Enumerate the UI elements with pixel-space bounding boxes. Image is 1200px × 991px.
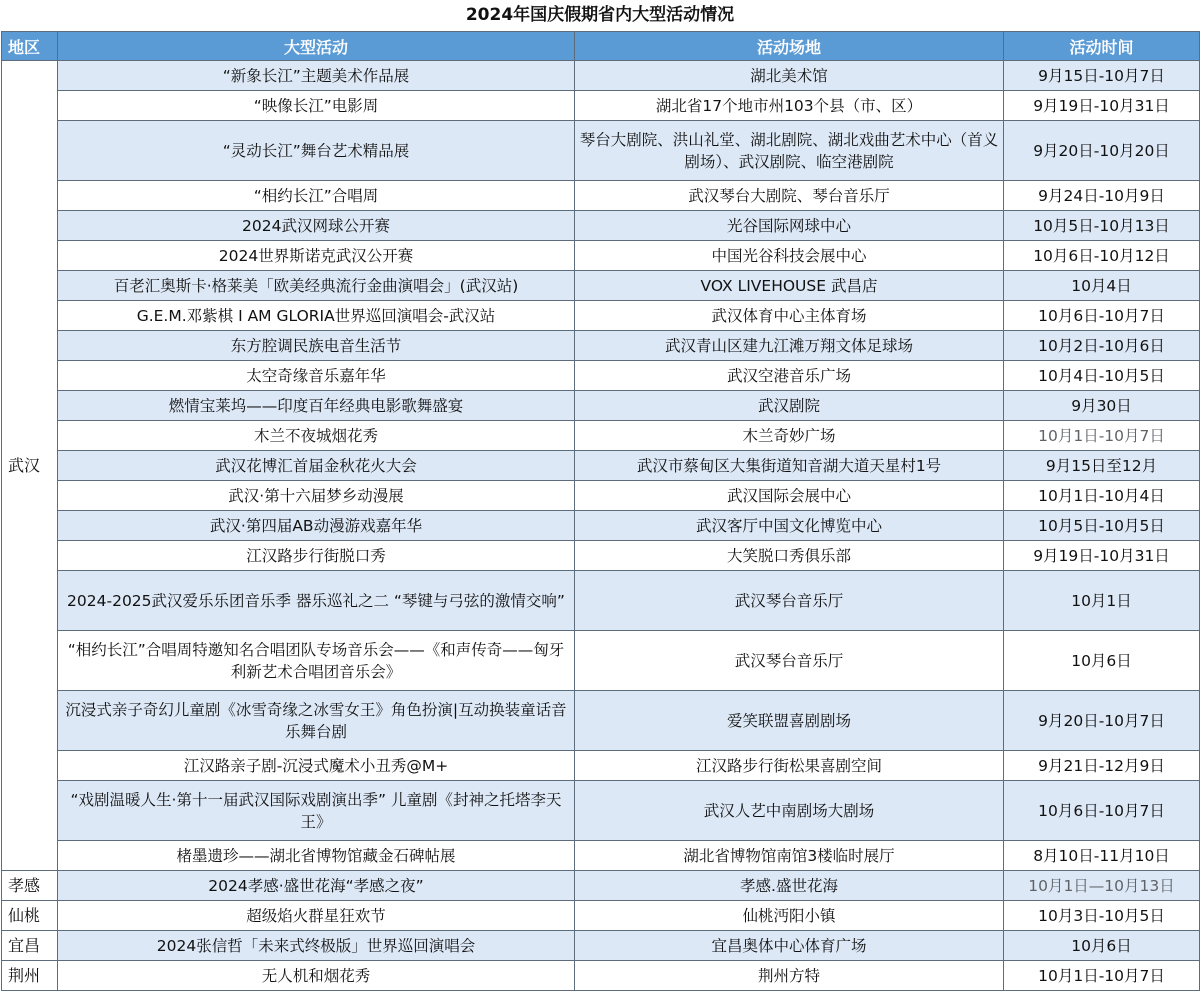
table-row — [2, 181, 1200, 211]
table-row — [2, 631, 1200, 691]
time-cell: 10月6日 — [1004, 931, 1200, 961]
table-row — [2, 241, 1200, 271]
event-cell: “相约长江”合唱周特邀知名合唱团队专场音乐会——《和声传奇——匈牙利新艺术合唱团音乐会》 — [58, 631, 575, 691]
event-cell: “灵动长江”舞台艺术精品展 — [58, 121, 575, 181]
time-cell: 10月4日 — [1004, 271, 1200, 301]
event-cell: 江汉路亲子剧-沉浸式魔术小丑秀@M+ — [58, 751, 575, 781]
venue-cell: 湖北省17个地市州103个县（市、区） — [575, 91, 1004, 121]
event-cell: 沉浸式亲子奇幻儿童剧《冰雪奇缘之冰雪女王》角色扮演|互动换装童话音乐舞台剧 — [58, 691, 575, 751]
region-cell-xiaogan: 孝感 — [2, 871, 58, 901]
venue-cell: 武汉青山区建九江滩万翔文体足球场 — [575, 331, 1004, 361]
time-cell: 10月1日-10月4日 — [1004, 481, 1200, 511]
venue-cell: 荆州方特 — [575, 961, 1004, 991]
venue-cell: 湖北省博物馆南馆3楼临时展厅 — [575, 841, 1004, 871]
event-cell: 武汉花博汇首届金秋花火大会 — [58, 451, 575, 481]
table-row — [2, 121, 1200, 181]
time-cell: 10月6日-10月7日 — [1004, 301, 1200, 331]
time-cell: 9月19日-10月31日 — [1004, 91, 1200, 121]
table-row — [2, 301, 1200, 331]
table-row — [2, 781, 1200, 841]
header-event: 大型活动 — [58, 32, 575, 61]
table-title: 2024年国庆假期省内大型活动情况 — [465, 5, 735, 25]
header-row — [2, 32, 1200, 61]
event-cell: “戏剧温暖人生·第十一届武汉国际戏剧演出季” 儿童剧《封神之托塔李天王》 — [58, 781, 575, 841]
time-cell: 10月6日-10月7日 — [1004, 781, 1200, 841]
venue-cell: 武汉市蔡甸区大集街道知音湖大道天星村1号 — [575, 451, 1004, 481]
time-cell: 9月24日-10月9日 — [1004, 181, 1200, 211]
table-row — [2, 61, 1200, 91]
time-cell: 10月1日 — [1004, 571, 1200, 631]
time-cell: 10月6日 — [1004, 631, 1200, 691]
header-venue: 活动场地 — [575, 32, 1004, 61]
table-row — [2, 421, 1200, 451]
table-row — [2, 331, 1200, 361]
time-cell: 10月4日-10月5日 — [1004, 361, 1200, 391]
event-cell: 楮墨遗珍——湖北省博物馆藏金石碑帖展 — [58, 841, 575, 871]
table-row — [2, 901, 1200, 931]
table-row — [2, 211, 1200, 241]
time-cell: 10月1日-10月7日 — [1004, 421, 1200, 451]
venue-cell: 宜昌奥体中心体育广场 — [575, 931, 1004, 961]
event-cell: 木兰不夜城烟花秀 — [58, 421, 575, 451]
table-row — [2, 451, 1200, 481]
time-cell: 10月5日-10月5日 — [1004, 511, 1200, 541]
time-cell: 9月21日-12月9日 — [1004, 751, 1200, 781]
event-cell: 东方腔调民族电音生活节 — [58, 331, 575, 361]
table-row — [2, 691, 1200, 751]
event-cell: “相约长江”合唱周 — [58, 181, 575, 211]
table-row — [2, 511, 1200, 541]
venue-cell: 江汉路步行街松果喜剧空间 — [575, 751, 1004, 781]
venue-cell: 武汉国际会展中心 — [575, 481, 1004, 511]
venue-cell: 武汉客厅中国文化博览中心 — [575, 511, 1004, 541]
venue-cell: 孝感.盛世花海 — [575, 871, 1004, 901]
event-cell: 无人机和烟花秀 — [58, 961, 575, 991]
venue-cell: 武汉体育中心主体育场 — [575, 301, 1004, 331]
region-cell-xiantao: 仙桃 — [2, 901, 58, 931]
time-cell: 10月1日-10月7日 — [1004, 961, 1200, 991]
region-cell-yichang: 宜昌 — [2, 931, 58, 961]
time-cell: 10月5日-10月13日 — [1004, 211, 1200, 241]
table-row — [2, 841, 1200, 871]
event-cell: 2024-2025武汉爱乐乐团音乐季 器乐巡礼之二 “琴键与弓弦的激情交响” — [58, 571, 575, 631]
venue-cell: 琴台大剧院、洪山礼堂、湖北剧院、湖北戏曲艺术中心（首义剧场）、武汉剧院、临空港剧院 — [575, 121, 1004, 181]
table-row — [2, 751, 1200, 781]
region-cell-jingzhou: 荆州 — [2, 961, 58, 991]
time-cell: 9月15日至12月 — [1004, 451, 1200, 481]
table-row — [2, 571, 1200, 631]
header-region: 地区 — [2, 32, 58, 61]
event-cell: 太空奇缘音乐嘉年华 — [58, 361, 575, 391]
event-cell: 燃情宝莱坞——印度百年经典电影歌舞盛宴 — [58, 391, 575, 421]
venue-cell: 仙桃沔阳小镇 — [575, 901, 1004, 931]
venue-cell: 武汉空港音乐广场 — [575, 361, 1004, 391]
header-time: 活动时间 — [1004, 32, 1200, 61]
event-cell: “映像长江”电影周 — [58, 91, 575, 121]
event-cell: 2024孝感·盛世花海“孝感之夜” — [58, 871, 575, 901]
time-cell: 8月10日-11月10日 — [1004, 841, 1200, 871]
event-cell: 武汉·第十六届梦乡动漫展 — [58, 481, 575, 511]
venue-cell: 武汉剧院 — [575, 391, 1004, 421]
time-cell: 9月19日-10月31日 — [1004, 541, 1200, 571]
time-cell: 10月3日-10月5日 — [1004, 901, 1200, 931]
table-row — [2, 481, 1200, 511]
venue-cell: 湖北美术馆 — [575, 61, 1004, 91]
venue-cell: 木兰奇妙广场 — [575, 421, 1004, 451]
venue-cell: 大笑脱口秀俱乐部 — [575, 541, 1004, 571]
time-cell: 9月20日-10月20日 — [1004, 121, 1200, 181]
event-cell: 百老汇奥斯卡·格莱美「欧美经典流行金曲演唱会」(武汉站) — [58, 271, 575, 301]
venue-cell: 光谷国际网球中心 — [575, 211, 1004, 241]
venue-cell: 武汉琴台音乐厅 — [575, 571, 1004, 631]
table-row — [2, 271, 1200, 301]
venue-cell: 武汉人艺中南剧场大剧场 — [575, 781, 1004, 841]
event-cell: 武汉·第四届AB动漫游戏嘉年华 — [58, 511, 575, 541]
venue-cell: 爱笑联盟喜剧剧场 — [575, 691, 1004, 751]
table-row — [2, 541, 1200, 571]
event-cell: G.E.M.邓紫棋 I AM GLORIA世界巡回演唱会-武汉站 — [58, 301, 575, 331]
table-row — [2, 961, 1200, 991]
event-cell: “新象长江”主题美术作品展 — [58, 61, 575, 91]
venue-cell: VOX LIVEHOUSE 武昌店 — [575, 271, 1004, 301]
event-cell: 江汉路步行街脱口秀 — [58, 541, 575, 571]
time-cell: 9月30日 — [1004, 391, 1200, 421]
time-cell: 10月6日-10月12日 — [1004, 241, 1200, 271]
table-row — [2, 391, 1200, 421]
time-cell: 10月2日-10月6日 — [1004, 331, 1200, 361]
region-cell-wuhan: 武汉 — [2, 61, 58, 871]
events-table — [1, 31, 1200, 991]
time-cell: 9月15日-10月7日 — [1004, 61, 1200, 91]
table-row — [2, 931, 1200, 961]
event-cell: 2024世界斯诺克武汉公开赛 — [58, 241, 575, 271]
event-cell: 2024武汉网球公开赛 — [58, 211, 575, 241]
table-row — [2, 361, 1200, 391]
time-cell: 10月1日—10月13日 — [1004, 871, 1200, 901]
table-row — [2, 91, 1200, 121]
event-cell: 2024张信哲「未来式终极版」世界巡回演唱会 — [58, 931, 575, 961]
venue-cell: 武汉琴台大剧院、琴台音乐厅 — [575, 181, 1004, 211]
event-cell: 超级焰火群星狂欢节 — [58, 901, 575, 931]
time-cell: 9月20日-10月7日 — [1004, 691, 1200, 751]
venue-cell: 中国光谷科技会展中心 — [575, 241, 1004, 271]
table-row — [2, 871, 1200, 901]
venue-cell: 武汉琴台音乐厅 — [575, 631, 1004, 691]
